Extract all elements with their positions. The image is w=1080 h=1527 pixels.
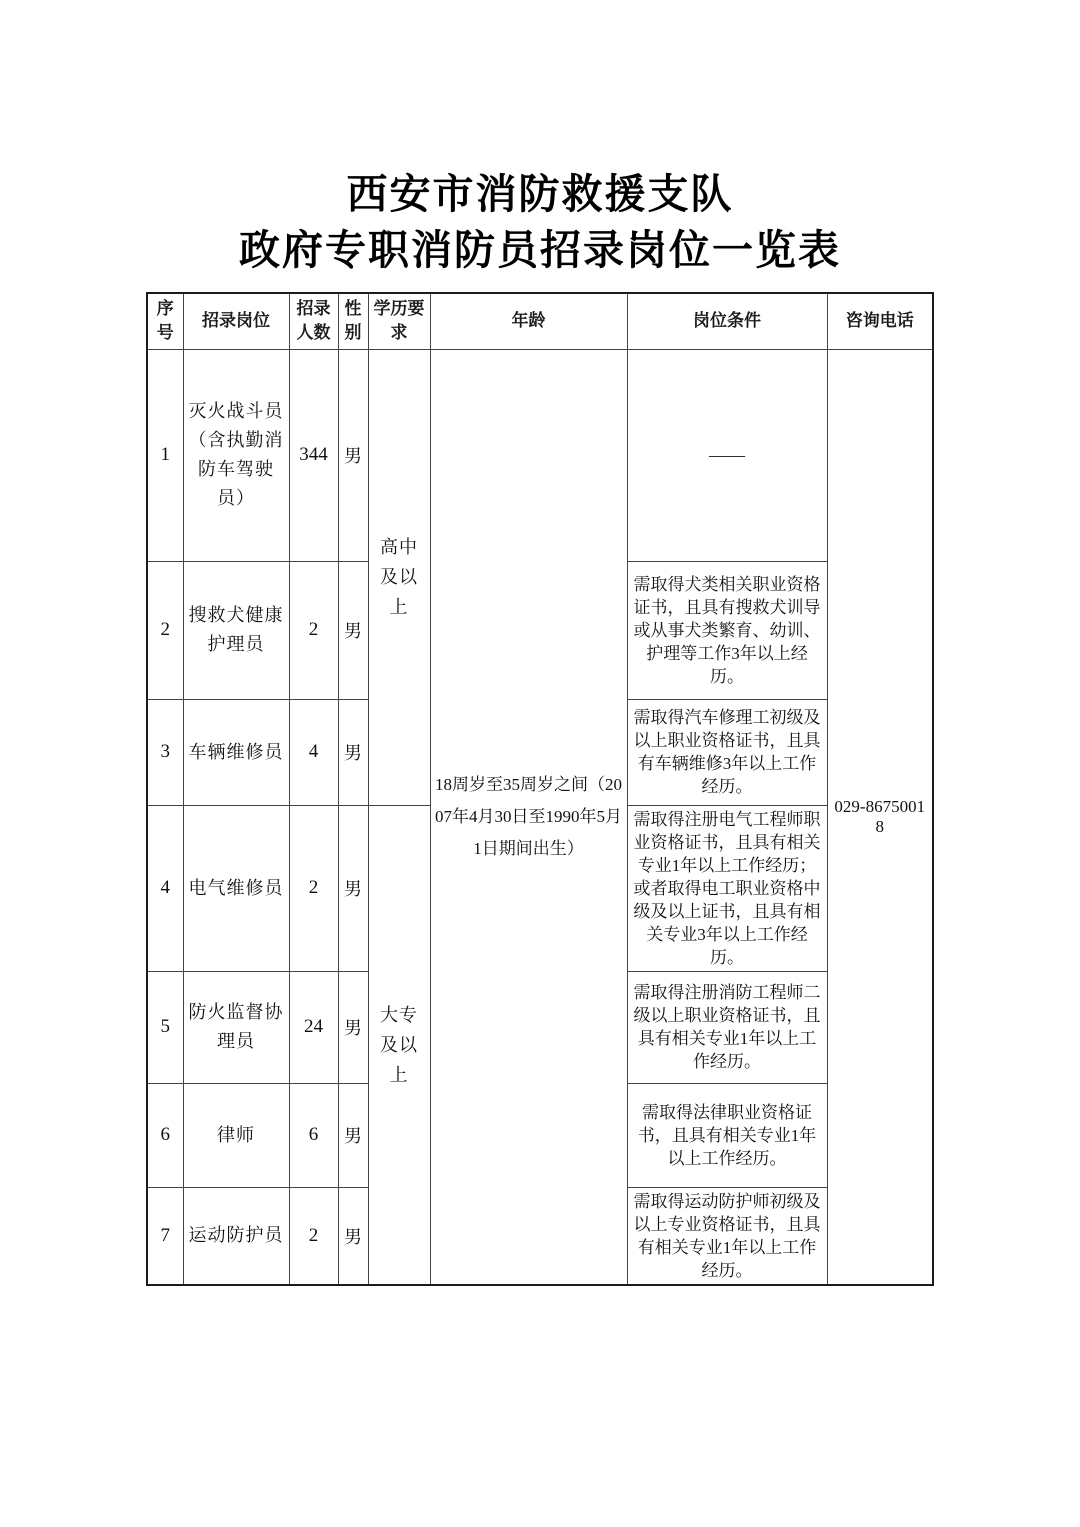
cell-education-college: 大专及以上 (368, 805, 430, 1285)
cell-gender: 男 (338, 805, 368, 971)
cell-position: 电气维修员 (183, 805, 289, 971)
cell-count: 2 (289, 805, 338, 971)
cell-condition: —— (627, 349, 827, 561)
recruitment-table (146, 292, 934, 1286)
cell-education-highschool: 高中及以上 (368, 349, 430, 805)
cell-position: 搜救犬健康护理员 (183, 561, 289, 699)
header-phone: 咨询电话 (827, 293, 933, 349)
cell-serial: 4 (147, 805, 183, 971)
cell-gender: 男 (338, 561, 368, 699)
cell-condition: 需取得注册消防工程师二级以上职业资格证书，且具有相关专业1年以上工作经历。 (627, 971, 827, 1083)
cell-serial: 5 (147, 971, 183, 1083)
cell-gender: 男 (338, 1083, 368, 1187)
cell-position: 运动防护员 (183, 1187, 289, 1285)
header-condition: 岗位条件 (627, 293, 827, 349)
cell-condition: 需取得法律职业资格证书，且具有相关专业1年以上工作经历。 (627, 1083, 827, 1187)
cell-gender: 男 (338, 349, 368, 561)
header-position: 招录岗位 (183, 293, 289, 349)
page-title-line-2: 政府专职消防员招录岗位一览表 (239, 227, 841, 273)
cell-position: 防火监督协理员 (183, 971, 289, 1083)
cell-count: 344 (289, 349, 338, 561)
cell-count: 2 (289, 561, 338, 699)
cell-count: 24 (289, 971, 338, 1083)
cell-position: 车辆维修员 (183, 699, 289, 805)
cell-serial: 7 (147, 1187, 183, 1285)
header-serial: 序号 (147, 293, 183, 349)
cell-serial: 3 (147, 699, 183, 805)
cell-condition: 需取得注册电气工程师职业资格证书，且具有相关专业1年以上工作经历；或者取得电工职业资格中级及以上证书，且具有相关专业3年以上工作经历。 (627, 805, 827, 971)
table-header-row (147, 293, 933, 349)
cell-gender: 男 (338, 1187, 368, 1285)
cell-gender: 男 (338, 971, 368, 1083)
cell-gender: 男 (338, 699, 368, 805)
cell-age: 18周岁至35周岁之间（2007年4月30日至1990年5月1日期间出生） (430, 349, 627, 1285)
cell-serial: 1 (147, 349, 183, 561)
cell-serial: 2 (147, 561, 183, 699)
header-education: 学历要求 (368, 293, 430, 349)
cell-count: 4 (289, 699, 338, 805)
header-count: 招录人数 (289, 293, 338, 349)
cell-phone: 029-86750018 (827, 349, 933, 1285)
cell-condition: 需取得犬类相关职业资格证书，且具有搜救犬训导或从事犬类繁育、幼训、护理等工作3年以上经历。 (627, 561, 827, 699)
header-gender: 性别 (338, 293, 368, 349)
page-title (0, 0, 1080, 278)
cell-position: 灭火战斗员（含执勤消防车驾驶员） (183, 349, 289, 561)
page-title-line-1: 西安市消防救援支队 (346, 171, 734, 217)
cell-serial: 6 (147, 1083, 183, 1187)
cell-condition: 需取得汽车修理工初级及以上职业资格证书，且具有车辆维修3年以上工作经历。 (627, 699, 827, 805)
cell-position: 律师 (183, 1083, 289, 1187)
cell-count: 2 (289, 1187, 338, 1285)
table-row (147, 349, 933, 561)
header-age: 年龄 (430, 293, 627, 349)
cell-count: 6 (289, 1083, 338, 1187)
cell-condition: 需取得运动防护师初级及以上专业资格证书，且具有相关专业1年以上工作经历。 (627, 1187, 827, 1285)
